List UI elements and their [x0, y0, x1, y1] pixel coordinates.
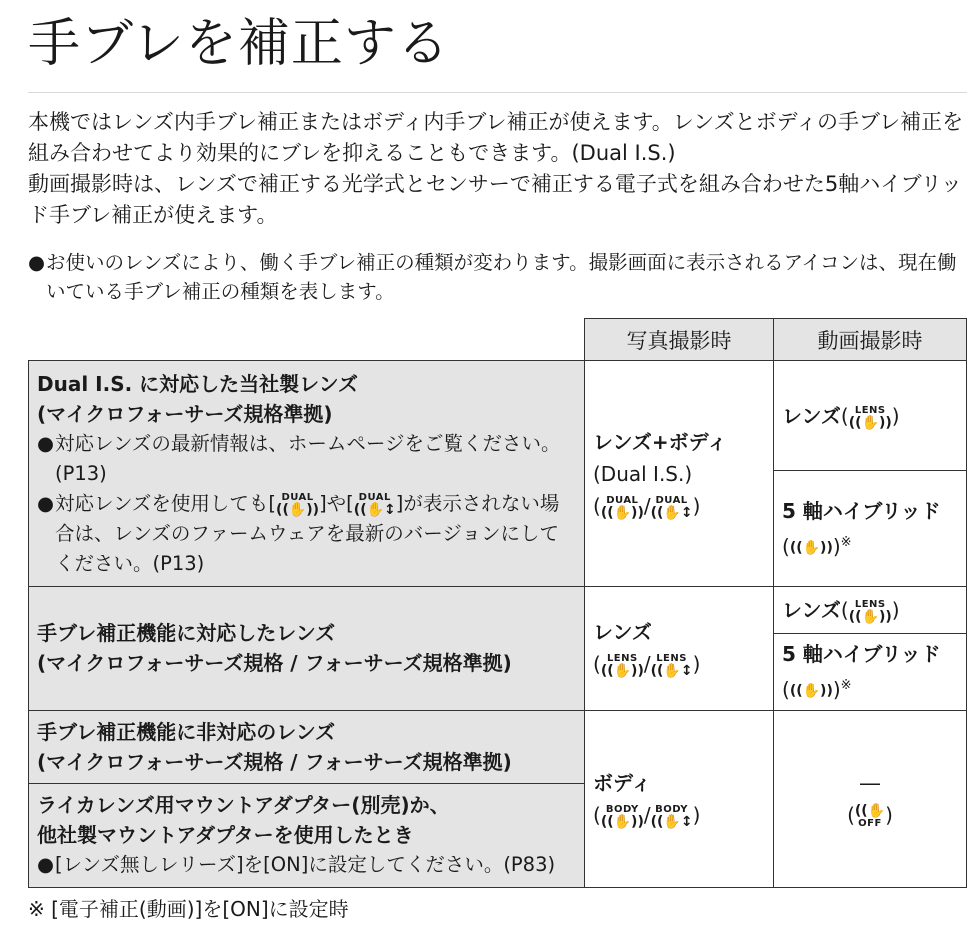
dual-is-icon: DUAL ((✋)) [276, 491, 320, 518]
photo-cell-body [585, 710, 774, 887]
bullet-icon: ● [28, 251, 46, 274]
is-off-icon: ((✋ OFF [854, 802, 886, 829]
usage-note-text: お使いのレンズにより、働く手ブレ補正の種類が変わります。撮影画面に表示されるアイコンは、現在働いている手ブレ補正の種類を表します。 [46, 251, 957, 303]
movie-cell-hybrid: 5 軸ハイブリッド ( ((✋)) )※ [774, 634, 967, 711]
photo-cell-lens [585, 587, 774, 711]
bullet-icon: ● [37, 491, 55, 515]
lens-name: 手ブレ補正機能に非対応のレンズ [37, 719, 336, 744]
lens-cell-non-is [29, 710, 585, 783]
icon-pair: ( BODY ((✋)) / BODY ((✋↕ ) [593, 802, 701, 830]
movie-cell-hybrid: 5 軸ハイブリッド ( ((✋)) )※ [774, 471, 967, 587]
lens-is-icon: LENS ((✋)) [848, 404, 892, 431]
body2-is-icon: BODY ((✋↕ [650, 803, 693, 830]
movie-cell-none: ― ( ((✋ OFF ) [774, 710, 967, 887]
not-available-dash: ― [860, 770, 880, 795]
mode-lens: レンズ [593, 620, 652, 645]
intro-paragraph-1: 本機ではレンズ内手ブレ補正またはボディ内手ブレ補正が使えます。レンズとボディの手ブレ補正を組み合わせてより効果的にブレを抑えることもできます。(Dual I.S.) [28, 110, 964, 165]
lens-cell-is [29, 587, 585, 711]
dual2-is-icon: DUAL ((✋↕ [353, 491, 396, 518]
stabilizer-table [28, 318, 967, 888]
lens-name: Dual I.S. に対応した当社製レンズ [37, 371, 359, 396]
asterisk-mark: ※ [840, 534, 852, 550]
lens2-is-icon: LENS ((✋↕ [650, 653, 693, 680]
intro-paragraph-2: 動画撮影時は、レンズで補正する光学式とセンサーで補正する電子式を組み合わせた5軸ハイブリッド手ブレ補正が使えます。 [28, 172, 962, 227]
lens-name: 手ブレ補正機能に対応したレンズ [37, 621, 336, 646]
intro-text [28, 107, 968, 231]
note-item: ● [レンズ無しレリーズ]を[ON]に設定してください。(P83) [37, 850, 576, 880]
mode-lens: レンズ [782, 598, 841, 622]
hybrid-is-icon: ((✋)) [789, 683, 833, 700]
lens-standard: (マイクロフォーサーズ規格 / フォーサーズ規格準拠) [37, 651, 512, 676]
movie-cell-lens: レンズ( LENS ((✋)) ) [774, 587, 967, 634]
icon-pair: ( LENS ((✋)) / LENS ((✋↕ ) [593, 652, 701, 680]
page-title: 手ブレを補正する [28, 14, 450, 74]
lens-name: ライカレンズ用マウントアダプター(別売)か、 [37, 793, 450, 818]
lens-condition: 他社製マウントアダプターを使用したとき [37, 823, 414, 848]
bullet-icon: ● [37, 431, 55, 455]
lens-standard: (マイクロフォーサーズ規格準拠) [37, 401, 333, 426]
note-item: ● 対応レンズを使用しても[ DUAL ((✋)) ]や[ DUAL ((✋↕ ]が表示されない場合は、レンズのファームウェアを最新のバージョンにしてください。(P13) [37, 489, 576, 579]
lens-is-icon: LENS ((✋)) [600, 653, 644, 680]
dual2-is-icon: DUAL ((✋↕ [650, 494, 693, 521]
mode-5axis-hybrid: 5 軸ハイブリッド [782, 498, 941, 523]
movie-cell-lens: レンズ( LENS ((✋)) ) [774, 361, 967, 471]
footnote: ※ [電子補正(動画)]を[ON]に設定時 [28, 897, 349, 921]
lens-cell-adapter [29, 783, 585, 887]
lens-is-icon: LENS ((✋)) [848, 599, 892, 625]
mode-lens: レンズ [782, 403, 841, 428]
dual-is-icon: DUAL ((✋)) [600, 494, 644, 521]
mode-dual-is: (Dual I.S.) [593, 461, 693, 486]
table-corner [29, 319, 585, 361]
mode-lens-body: レンズ+ボディ [593, 429, 728, 454]
usage-note [28, 248, 968, 306]
header-photo: 写真撮影時 [585, 319, 774, 361]
note-item: ● 対応レンズの最新情報は、ホームページをご覧ください。(P13) [37, 429, 576, 489]
header-movie: 動画撮影時 [774, 319, 967, 361]
photo-cell-dual [585, 361, 774, 587]
icon-pair: ( DUAL ((✋)) / DUAL ((✋↕ ) [593, 493, 701, 521]
lens-standard: (マイクロフォーサーズ規格 / フォーサーズ規格準拠) [37, 749, 512, 774]
bullet-icon: ● [37, 853, 55, 877]
body-is-icon: BODY ((✋)) [600, 803, 644, 830]
lens-cell-dual [29, 361, 585, 587]
hybrid-is-icon: ((✋)) [789, 539, 833, 556]
title-divider [28, 92, 967, 93]
asterisk-mark: ※ [840, 678, 852, 693]
mode-5axis-hybrid: 5 軸ハイブリッド [782, 642, 941, 666]
mode-body: ボディ [593, 770, 652, 795]
